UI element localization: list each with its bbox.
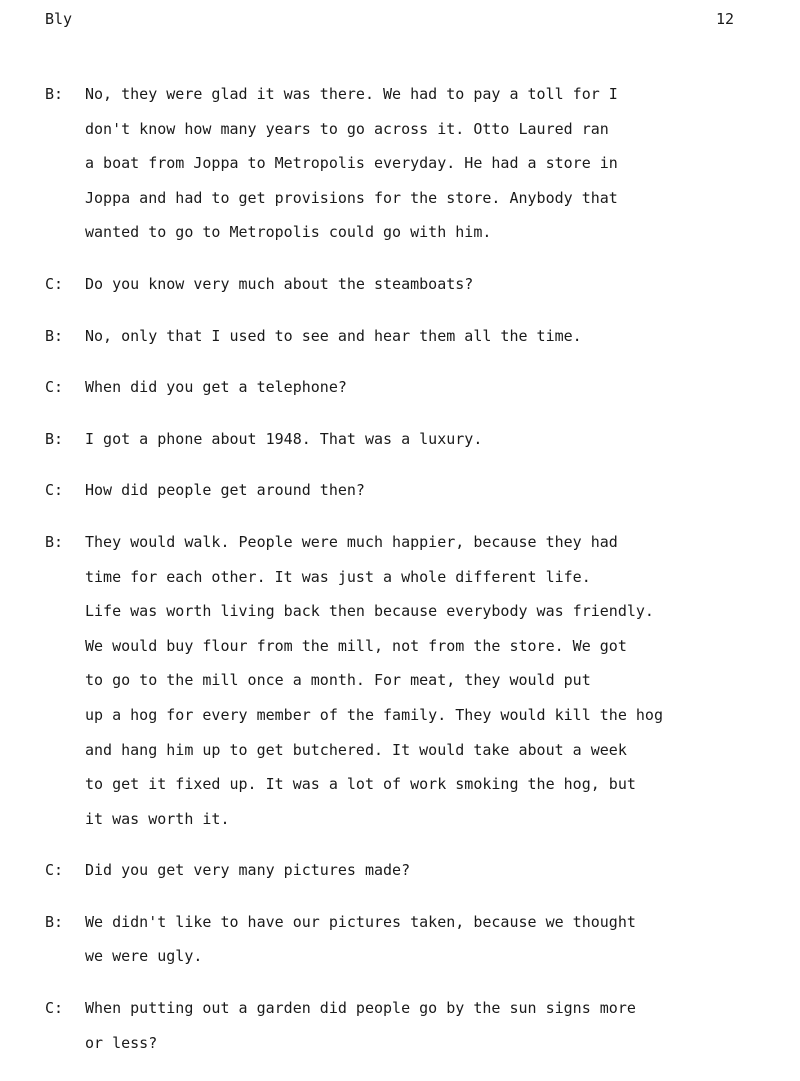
transcript-entry	[45, 905, 775, 974]
text-line: to get it fixed up. It was a lot of work smoking the hog, but	[85, 775, 636, 794]
transcript-body	[45, 77, 775, 1077]
transcript-entry	[45, 853, 775, 888]
text-line: don't know how many years to go across it. Otto Laured ran	[85, 119, 609, 138]
text-line: and hang him up to get butchered. It would take about a week	[85, 740, 627, 759]
speaker-label: C:	[45, 999, 64, 1018]
text-line: Did you get very many pictures made?	[85, 861, 411, 880]
speaker-label: C:	[45, 861, 64, 880]
text-line: to go to the mill once a month. For meat, they would put	[85, 671, 591, 690]
transcript-entry	[45, 991, 775, 1060]
transcript-entry	[45, 267, 775, 302]
transcript-entry	[45, 422, 775, 457]
text-line: Life was worth living back then because everybody was friendly.	[85, 602, 654, 621]
text-line: How did people get around then?	[85, 481, 365, 500]
speaker-label: B:	[45, 85, 64, 103]
text-line: When did you get a telephone?	[85, 378, 347, 397]
entry-text	[85, 991, 765, 1060]
text-line: or less?	[85, 1033, 158, 1052]
text-line: We didn't like to have our pictures taken, because we thought	[85, 912, 636, 931]
text-line: up a hog for every member of the family. They would kill the hog	[85, 705, 663, 724]
speaker-label: B:	[45, 429, 64, 448]
entry-text	[85, 370, 765, 405]
entry-text	[85, 319, 765, 354]
text-line: wanted to go to Metropolis could go with him.	[85, 223, 492, 242]
text-line: Do you know very much about the steamboats?	[85, 274, 474, 293]
entry-text	[85, 267, 765, 302]
entry-text	[85, 853, 765, 888]
transcript-entry	[45, 77, 775, 250]
page-header	[45, 10, 734, 32]
transcript-entry	[45, 473, 775, 508]
entry-text	[85, 422, 765, 457]
transcript-entry	[45, 525, 775, 836]
text-line: We would buy flour from the mill, not from the store. We got	[85, 636, 627, 655]
entry-text	[85, 905, 765, 974]
transcript-entry	[45, 370, 775, 405]
text-line: time for each other. It was just a whole different life.	[85, 567, 591, 586]
speaker-label: C:	[45, 378, 64, 397]
speaker-label: B:	[45, 532, 64, 551]
speaker-label: B:	[45, 326, 64, 345]
text-line: No, only that I used to see and hear them all the time.	[85, 326, 582, 345]
speaker-label: C:	[45, 274, 64, 293]
text-line: No, they were glad it was there. We had to pay a toll for I	[85, 85, 618, 103]
text-line: Joppa and had to get provisions for the store. Anybody that	[85, 188, 618, 207]
text-line: a boat from Joppa to Metropolis everyday. He had a store in	[85, 154, 618, 173]
entry-text	[85, 77, 765, 250]
transcript-entry	[45, 319, 775, 354]
page-number: 12	[715, 10, 734, 28]
text-line: They would walk. People were much happier, because they had	[85, 532, 618, 551]
speaker-label: C:	[45, 481, 64, 500]
speaker-label: B:	[45, 912, 64, 931]
text-line: I got a phone about 1948. That was a luxury.	[85, 429, 483, 448]
interviewee-name: Bly	[45, 10, 73, 28]
entry-text	[85, 525, 765, 836]
text-line: When putting out a garden did people go by the sun signs more	[85, 999, 636, 1018]
text-line: we were ugly.	[85, 947, 203, 966]
entry-text	[85, 473, 765, 508]
text-line: it was worth it.	[85, 809, 230, 828]
